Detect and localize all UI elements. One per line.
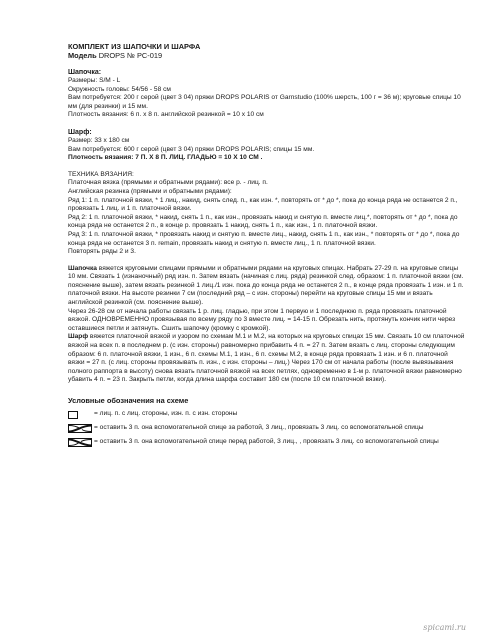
legend-item-text: = оставить 3 п. она вспомогательной спице за работой, 3 лиц., провязать 3 лиц. со вспомогательной спицы <box>94 424 424 431</box>
legend-item-text: = лиц. п. с лиц. стороны, изн. п. с изн. стороны <box>94 410 238 417</box>
cable-left-icon <box>68 424 94 433</box>
document-title: КОМПЛЕКТ ИЗ ШАПОЧКИ И ШАРФА <box>68 42 201 51</box>
hat-materials: Вам потребуется: 200 г серой (цвет 3 04) пряжи DROPS POLARIS от Garnstudio (100% шерсть, 100 г = 36 м); круговые спицы 10 мм (для резинки) и 15 мм. <box>68 94 461 110</box>
hat-finishing: Через 26-28 см от начала работы связать 1 р. лиц. гладью, при этом 1 первую и 1 последнюю п. ряда провязать платочной вязкой. ОДНОВРЕМЕННО провязывая по всему ряду по 3 вместе лиц. = 14-15 п. Обрезать нить, протянуть кончик нити через оставшиеся петли и затянуть. Сшить шапочку (кромку с кромкой). <box>68 307 456 332</box>
hat-heading: Шапочка: <box>68 69 102 76</box>
hat-circumference: Окружность головы: 54/56 - 58 см <box>68 85 171 93</box>
technique-row-1: Ряд 1: 1 п. платочной вязки, * 1 лиц., накид, снять след. п., как изн. *, повторять от * до *, пока до конца ряда не останется 2 п., провязать 1 лиц. и 1 п. платочной вязки. <box>68 196 458 213</box>
hat-instructions <box>68 265 466 308</box>
legend-title: Условные обозначения на схеме <box>68 396 189 405</box>
model-label: Модель <box>68 51 97 60</box>
scarf-instructions-lead: Шарф <box>68 333 89 341</box>
hat-size: Размеры: S/M - L <box>68 77 121 84</box>
scarf-instructions-text: вяжется платочной вязкой и узором по схемам М.1 и М.2, на которых на круговых спицах 15 мм. Связать 10 см платочной вязкой на всех п. в последнем р. (с изн. стороны) равномерно прибавить 4 п. = 27 п. Затем вязать с лиц. стороны следующим образом: 6 п. платочной вязки, 1 изн., 6 п. схемы М.1, 1 изн., 6 п. схемы М.2, в конце ряда провязать 1 изн. и 6 п. платочной вязки = 27 п. (с лиц. стороны провязывать п. изн., с изн. стороны – лиц.) Через 170 см от начала работы (после вывязывания полного раппорта в высоту) снова вязать платочной вязкой на всех петлях, одновременно в 1-м р. платочной вязки равномерно убавить 4 п. = 23 п. Закрыть петли, когда длина шарфа составит 180 см (после 10 см платочной вязки). <box>68 333 465 384</box>
scarf-gauge: Плотность вязания: 7 П. Х 8 П. ЛИЦ. ГЛАДЬЮ = 10 Х 10 СМ . <box>68 154 263 162</box>
scarf-instructions <box>68 333 466 385</box>
hat-gauge: Плотность вязания: 6 п. х 8 п. английской резинкой = 10 х 10 см <box>68 111 264 119</box>
technique-row-3: Ряд 3: 1 п. платочной вязки, * провязать накид и снятую п. вместе лиц., накид, снять 1 п., как изн., * повторять от * до *, пока до конца ряда не останется 3 п. remain, провязать накид и снятую п. вместе лиц., 1 п. платочной вязки. <box>68 230 460 247</box>
technique-row-2: Ряд 2: 1 п. платочной вязки, * накид, снять 1 п., как изн., провязать накид и снятую п. вместе лиц.*, повторять от * до *, пока до конца ряда не останется 2 п., в конце р. провязать 1 накид, снять 1 п., как изн., 1 п. платочной вязки. <box>68 213 458 230</box>
model-value: DROPS № PC-019 <box>98 51 163 60</box>
scarf-size: Размер: 33 х 180 см <box>68 136 130 144</box>
technique-heading: ТЕХНИКА ВЯЗАНИЯ: <box>68 170 134 178</box>
model-line <box>68 51 466 60</box>
legend-item <box>68 410 466 419</box>
hat-instructions-text: вяжется круговыми спицами прямыми и обратными рядами на круговых спицах. Набрать 27-29 п. на круговые спицы 10 мм. Связать 1 (изнаночный) ряд изн. п. Затем вязать (начиная с лиц. ряда) резинкой след. образом: 1 п. платочной вязки (см. пояснение выше), затем вязать резинкой 1 лиц./1 изн. пока до конца ряда не останется 2 п., в конце ряда провязать 1 изн. и 1 п. платочной вязки. На высоте резинки 7 см (последний ряд – с изн. стороны) перейти на круговые спицы 15 мм и вязать английской резинкой (см. пояснение выше). <box>68 264 464 307</box>
scarf-heading: Шарф: <box>68 128 92 136</box>
cable-right-icon <box>68 438 94 447</box>
technique-rib-title: Английская резинка (прямыми и обратными рядами): <box>68 187 232 195</box>
hat-instructions-lead: Шапочка <box>68 264 97 272</box>
legend-item <box>68 424 466 433</box>
technique-repeat: Повторять ряды 2 и 3. <box>68 248 136 256</box>
legend-item-text: = оставить 3 п. она вспомогательной спице перед работой, 3 лиц., , провязать 3 лиц. со вспомогательной спицы <box>94 438 439 445</box>
watermark: spicami.ru <box>423 623 466 632</box>
empty-square-icon <box>68 410 94 419</box>
technique-garter: Платочная вязка (прямыми и обратными рядами): все р. - лиц. п. <box>68 179 268 187</box>
legend-item <box>68 438 466 447</box>
document-page <box>68 42 466 447</box>
scarf-materials: Вам потребуется: 600 г серой (цвет 3 04) пряжи DROPS POLARIS; спицы 15 мм. <box>68 145 315 153</box>
